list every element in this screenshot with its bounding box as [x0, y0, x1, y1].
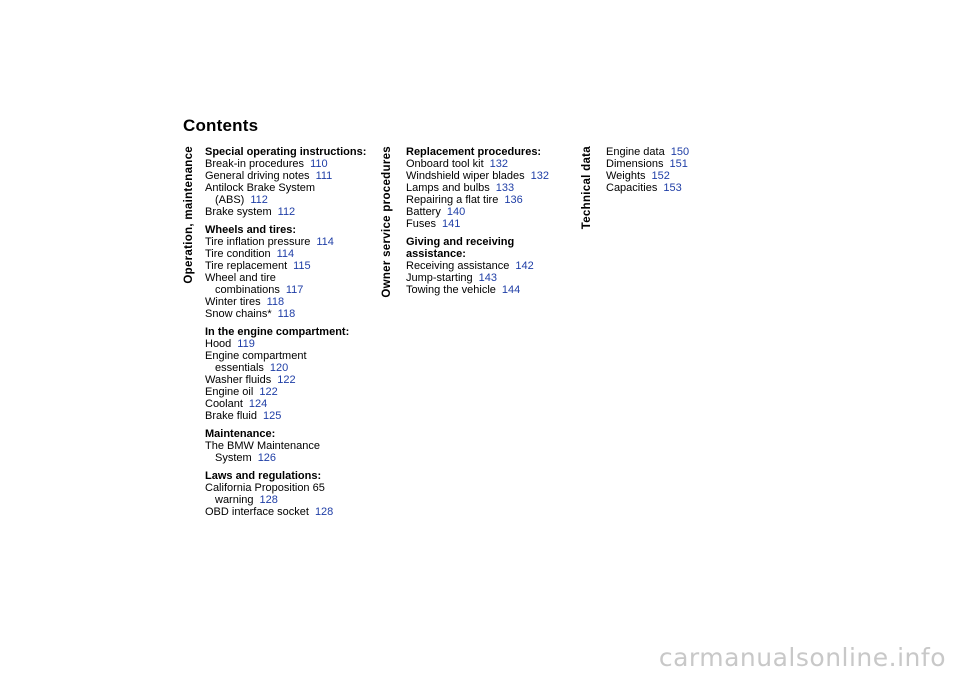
- toc-entry[interactable]: [606, 182, 689, 194]
- page-number-link[interactable]: 115: [293, 260, 311, 272]
- page-number-link[interactable]: 142: [515, 260, 534, 272]
- toc-entry[interactable]: [406, 206, 549, 218]
- toc-entry[interactable]: [205, 506, 366, 518]
- entry-title: California Proposition 65: [205, 482, 325, 494]
- toc-entry[interactable]: [406, 284, 549, 296]
- entry-title-continuation: [205, 494, 366, 506]
- page-number-link[interactable]: 111: [315, 170, 333, 182]
- page-number-link[interactable]: 118: [277, 308, 296, 320]
- toc-entry[interactable]: [205, 158, 366, 170]
- page-number-link[interactable]: 153: [663, 182, 682, 194]
- page-number-link[interactable]: 126: [257, 452, 277, 464]
- entry-title: Tire inflation pressure: [205, 236, 311, 248]
- toc-entry[interactable]: [205, 350, 366, 374]
- toc-entry[interactable]: [205, 260, 366, 272]
- page-number-link[interactable]: 122: [277, 374, 296, 386]
- entry-title: Coolant: [205, 398, 243, 410]
- entry-title: Receiving assistance: [406, 260, 510, 272]
- page-number-link[interactable]: 152: [651, 170, 670, 182]
- page-number-link[interactable]: 125: [262, 410, 282, 422]
- toc-entry[interactable]: [606, 146, 689, 158]
- page-number-link[interactable]: 112: [277, 206, 296, 218]
- entry-title: Repairing a flat tire: [406, 194, 499, 206]
- toc-entry[interactable]: [205, 296, 366, 308]
- toc-section: [205, 224, 366, 320]
- page-number-link[interactable]: 117: [285, 284, 304, 296]
- entry-title: Fuses: [406, 218, 436, 230]
- page-number-link[interactable]: 120: [269, 362, 289, 374]
- entry-title: OBD interface socket: [205, 506, 309, 518]
- toc-entry[interactable]: [205, 206, 366, 218]
- toc-entry[interactable]: [606, 170, 689, 182]
- toc-entry[interactable]: [205, 440, 366, 464]
- section-heading: Wheels and tires:: [205, 224, 297, 236]
- entry-title: Wheel and tire: [205, 272, 276, 284]
- entry-title: General driving notes: [205, 170, 310, 182]
- toc-entry[interactable]: [406, 260, 549, 272]
- page-number-link[interactable]: 118: [266, 296, 285, 308]
- toc-section: [205, 146, 366, 218]
- toc-entry[interactable]: [205, 374, 366, 386]
- section-heading: In the engine compartment:: [205, 326, 350, 338]
- toc-entry[interactable]: [406, 218, 549, 230]
- section-heading: Giving and receiving assistance:: [406, 236, 515, 260]
- entry-title: Windshield wiper blades: [406, 170, 525, 182]
- toc-section: [606, 146, 689, 194]
- toc-entry[interactable]: [205, 248, 366, 260]
- toc-entry[interactable]: [205, 410, 366, 422]
- toc-entry[interactable]: [406, 194, 549, 206]
- entry-title: Onboard tool kit: [406, 158, 484, 170]
- toc-section: [205, 470, 366, 518]
- side-label-owner-service-procedures: Owner service procedures: [381, 146, 393, 298]
- section-heading: Maintenance:: [205, 428, 276, 440]
- entry-title-continuation-text: warning: [215, 494, 254, 506]
- page-number-link[interactable]: 136: [504, 194, 523, 206]
- page-number-link[interactable]: 128: [259, 494, 278, 506]
- page-number-link[interactable]: 114: [276, 248, 295, 260]
- entry-title: Weights: [606, 170, 646, 182]
- page-number-link[interactable]: 124: [248, 398, 268, 410]
- section-heading: Special operating instructions:: [205, 146, 367, 158]
- entry-title: Break-in procedures: [205, 158, 305, 170]
- toc-entry[interactable]: [205, 398, 366, 410]
- watermark: carmanualsonline.info: [658, 643, 946, 672]
- entry-title: Jump-starting: [406, 272, 473, 284]
- toc-entry[interactable]: [205, 482, 366, 506]
- page-number-link[interactable]: 122: [259, 386, 278, 398]
- toc-section: [406, 236, 549, 296]
- toc-entry[interactable]: [406, 272, 549, 284]
- toc-section: [205, 428, 366, 464]
- section-heading: Replacement procedures:: [406, 146, 542, 158]
- page-number-link[interactable]: 110: [310, 158, 328, 170]
- page-number-link[interactable]: 150: [670, 146, 690, 158]
- page-number-link[interactable]: 132: [530, 170, 549, 182]
- entry-title-continuation-text: essentials: [215, 362, 264, 374]
- entry-title: Washer fluids: [205, 374, 272, 386]
- page-number-link[interactable]: 140: [446, 206, 466, 218]
- page-number-link[interactable]: 151: [669, 158, 688, 170]
- page-title: Contents: [183, 116, 259, 135]
- toc-entry[interactable]: [205, 308, 366, 320]
- entry-title: Hood: [205, 338, 232, 350]
- page-number-link[interactable]: 114: [316, 236, 334, 248]
- entry-title: Engine compartment: [205, 350, 307, 362]
- toc-section: [205, 326, 366, 422]
- page-number-link[interactable]: 133: [495, 182, 515, 194]
- entry-title: Snow chains*: [205, 308, 272, 320]
- page-number-link[interactable]: 132: [489, 158, 509, 170]
- toc-section: [406, 146, 549, 230]
- toc-entry[interactable]: [205, 170, 366, 182]
- entry-title-continuation-text: (ABS): [215, 194, 245, 206]
- entry-title-continuation: [205, 362, 366, 374]
- entry-title: Tire condition: [205, 248, 271, 260]
- entry-title: Engine oil: [205, 386, 254, 398]
- page-number-link[interactable]: 128: [314, 506, 334, 518]
- entry-title: Tire replacement: [205, 260, 288, 272]
- toc-entry[interactable]: [205, 272, 366, 296]
- entry-title-continuation-text: System: [215, 452, 252, 464]
- side-label-operation-maintenance: Operation, maintenance: [183, 146, 195, 284]
- page-number-link[interactable]: 112: [250, 194, 268, 206]
- toc-entry[interactable]: [205, 386, 366, 398]
- toc-column-operation: [205, 146, 366, 524]
- toc-entry[interactable]: [606, 158, 689, 170]
- toc-entry[interactable]: [406, 182, 549, 194]
- page-number-link[interactable]: 143: [478, 272, 497, 284]
- toc-entry[interactable]: [406, 170, 549, 182]
- entry-title: Capacities: [606, 182, 658, 194]
- entry-title: Engine data: [606, 146, 665, 158]
- entry-title: Antilock Brake System: [205, 182, 316, 194]
- entry-title-continuation: [205, 452, 366, 464]
- page-number-link[interactable]: 119: [237, 338, 255, 350]
- entry-title: Brake fluid: [205, 410, 257, 422]
- entry-title: Dimensions: [606, 158, 664, 170]
- side-label-technical-data: Technical data: [581, 146, 593, 230]
- entry-title-continuation: [205, 194, 366, 206]
- toc-column-owner-service: [406, 146, 549, 302]
- toc-entry[interactable]: [205, 236, 366, 248]
- entry-title-continuation-text: combinations: [215, 284, 280, 296]
- entry-title-continuation: [205, 284, 366, 296]
- entry-title: Battery: [406, 206, 441, 218]
- toc-entry[interactable]: [406, 158, 549, 170]
- entry-title: Brake system: [205, 206, 272, 218]
- page-number-link[interactable]: 141: [441, 218, 461, 230]
- entry-title: Towing the vehicle: [406, 284, 496, 296]
- entry-title: The BMW Maintenance: [205, 440, 320, 452]
- toc-entry[interactable]: [205, 182, 366, 206]
- page-number-link[interactable]: 144: [501, 284, 521, 296]
- toc-entry[interactable]: [205, 338, 366, 350]
- entry-title: Lamps and bulbs: [406, 182, 490, 194]
- section-heading: Laws and regulations:: [205, 470, 322, 482]
- toc-column-technical-data: [606, 146, 689, 200]
- entry-title: Winter tires: [205, 296, 261, 308]
